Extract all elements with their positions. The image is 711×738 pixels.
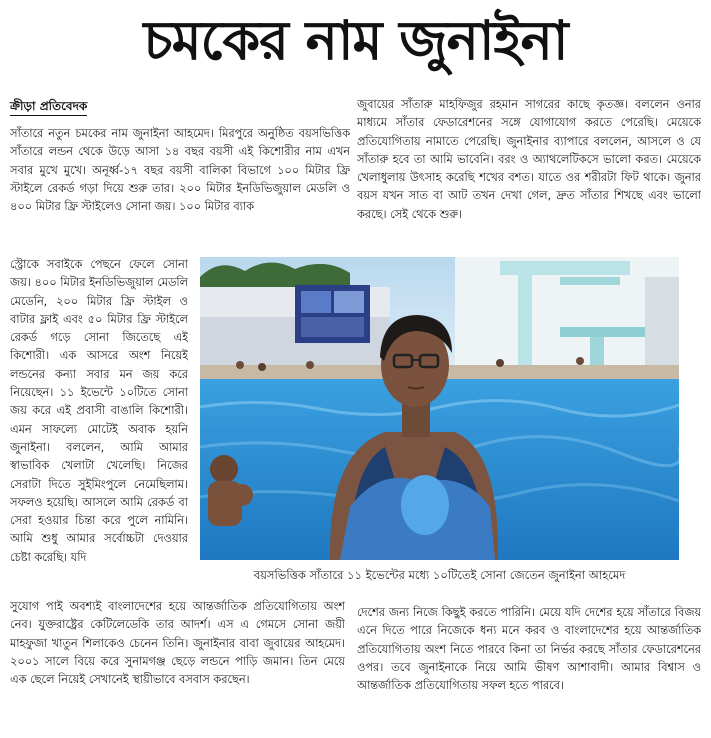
headline: চমকের নাম জুনাইনা	[143, 9, 568, 72]
byline: ক্রীড়া প্রতিবেদক	[10, 98, 87, 116]
article-paragraph: স্ট্রোকে সবাইকে পেছনে ফেলে সোনা জয়। ৪০০ মিটার ইনডিভিজুয়াল মেডলি মেডেনি, ২০০ মিটার ফ্রি স্টাইল ও বাটার ফ্লাই এবং ৫০ মিটার ফ্রি স্টাইলে রেকর্ড গড়ে সোনা জিতেছে এই কিশোরী। এক আসরে অংশ নিয়েই লন্ডনের কন্যা সবার মন জয় করে নিয়েছেন। ১১ ইভেন্টে ১০টিতে সোনা জয় করে এই প্রবাসী বাঙালি কিশোরী। এমন সাফল্যে মোটেই অবাক হয়নি জুনাইনা। বললেন, আমি আমার স্বাভাবিক খেলাটা খেলেছি। নিজের সেরাটা দিতে সুইমিংপুলে নেমেছিলাম। সফলও হয়েছি। আসলে আমি রেকর্ড বা সেরা হওয়ার চিন্তা করে পুলে নামিনি। আমি শুধু আমার সর্বোচ্চটা দেওয়ার চেষ্টা করেছি। যদি	[10, 258, 188, 564]
article-paragraph: দেশের জন্য নিজে কিছুই করতে পারিনি। মেয়ে যদি দেশের হয়ে সাঁতারে বিজয় এনে দিতে পারে নিজেকে ধন্য মনে করব ও বাংলাদেশের হয়ে আন্তর্জাতিক প্রতিযোগিতায় অংশ নিতে পারবে কিনা তা নির্ভর করছে সাঁতার ফেডারেশনের ওপর। তবে জুনাইনাকে নিয়ে আমি ভীষণ আশাবাদী। আমার বিশ্বাস ও আন্তর্জাতিক প্রতিযোগিতায় সফল হতে পারবে।	[357, 606, 701, 693]
article-paragraph: সুযোগ পাই অবশ্যই বাংলাদেশের হয়ে আন্তর্জাতিক প্রতিযোগিতায় অংশ নেব। যুক্তরাষ্ট্রের কেটিলেডেকি তার আদর্শ। এস এ গেমসে সোনা জয়ী মাহফুজা খাতুন শিলাকেও চেনেন তিনি। জুনাইনার বাবা জুবায়ের আহমেদ। ২০০১ সালে বিয়ে করে সুনামগঞ্জ ছেড়ে লন্ডনে পাড়ি জমান। তিন মেয়ে এক ছেলে নিয়েই সেখানেই স্থায়ীভাবে বসবাস করছেন।	[10, 600, 345, 687]
article-column-right-top	[357, 96, 701, 246]
article-paragraph: সাঁতারে নতুন চমকের নাম জুনাইনা আহমেদ। মিরপুরে অনুষ্ঠিত বয়সভিত্তিক সাঁতারে লন্ডন থেকে উড়ে আসা ১৪ বছর বয়সী এই কিশোরীর নাম এখন সবার মুখে মুখে। অনূর্ধ্ব-১৭ বছর বয়সী বালিকা বিভাগে ১০০ মিটার ফ্রি স্টাইলে রেকর্ড গড়া দিয়ে শুরু তার। ২০০ মিটার ইনডিভিজুয়াল মেডলি ও ৪০০ মিটার ফ্রি স্টাইলেও সোনা জয়। ১০০ মিটার ব্যাক	[10, 127, 350, 214]
article-paragraph: জুবায়ের সাঁতারু মাহফিজুর রহমান সাগরের কাছে কৃতজ্ঞ। বললেন ওনার মাধ্যমে সাঁতার ফেডারেশনের সঙ্গে যোগাযোগ করতে পেরেছি। মেয়েকে প্রতিযোগিতায় নামাতে পেরেছি। জুনাইনার ব্যাপারে বললেন, আসলে ও যে সাঁতারু হবে তা আমি ভাবেনি। বরং ও অ্যাথলেটিকসে ভালো করত। মেয়েকে খেলাধুলায় উৎসাহ করেছি শখের বশত। যাতে ওর শরীরটা ফিট থাকে। জুনার বয়স যখন সাত বা আট তখন দেখা গেল, দ্রুত সাঁতার শিখছে এবং ভালো করছে। সেই থেকে শুরু।	[357, 98, 701, 221]
article-column-left-bottom	[10, 598, 345, 728]
swimmer-photo	[200, 257, 679, 560]
article-column-left-wrap	[10, 256, 188, 596]
photo-caption: বয়সভিত্তিক সাঁতারে ১১ ইভেন্টের মধ্যে ১০টিতেই সোনা জেতেন জুনাইনা আহমেদ	[253, 568, 626, 582]
article-column-left-top	[10, 125, 350, 255]
article-column-right-bottom	[357, 604, 701, 728]
